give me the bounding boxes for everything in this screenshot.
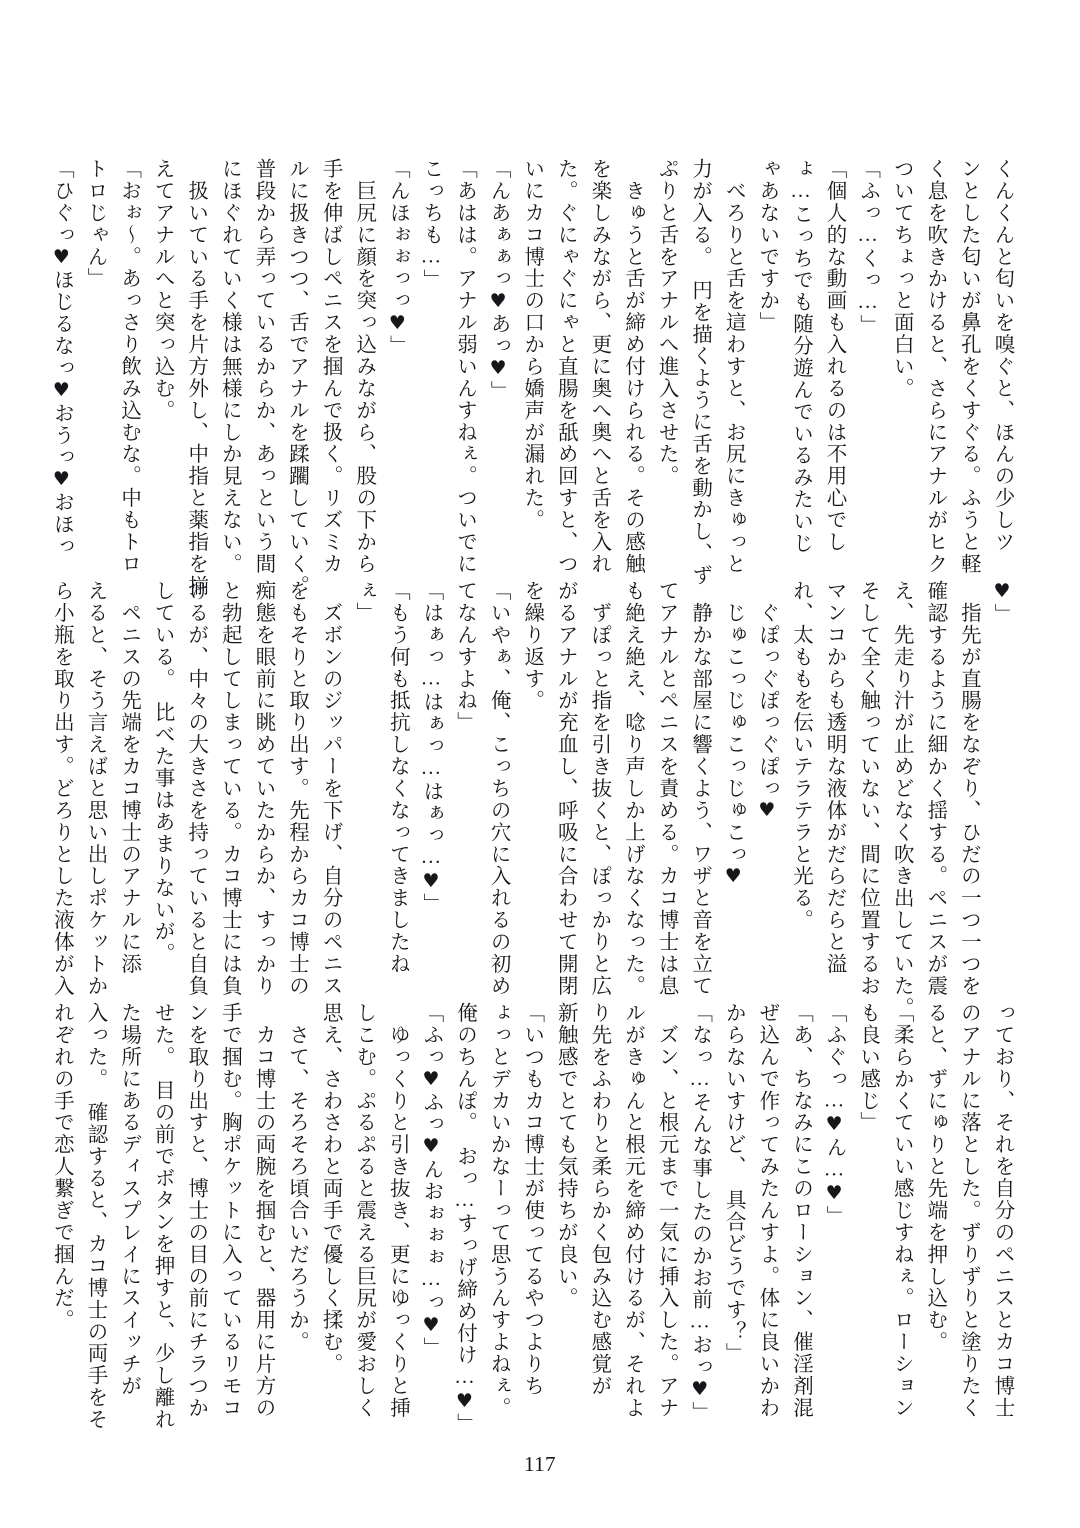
text-column: を楽しみながら、更に奥へ奥へと舌を入れ: [587, 158, 610, 575]
text-column: ょっとデカいかなーって思うんすよねぇ。: [487, 1002, 510, 1419]
text-column: をもそりと取り出す。先程からカコ博士の: [285, 580, 308, 997]
heart-glyph: ♥: [487, 289, 510, 314]
text-column: ルがきゅんと根元を締め付けるが、それよ: [621, 1002, 644, 1419]
text-column: にほぐれていく様は無様にしか見えない。: [218, 158, 241, 575]
text-column: ら小瓶を取り出す。どろりとした液体が入: [50, 580, 73, 997]
heart-glyph: ♥: [991, 580, 1013, 604]
text-block-2: [38, 580, 1013, 1019]
text-column: も良い感じ」: [856, 1002, 879, 1134]
text-column: 指先が直腸をなぞり、ひだの一つ一つを: [957, 580, 980, 997]
text-column: ぜ込んで作ってみたんすよ。体に良いかわ: [755, 1002, 778, 1419]
heart-glyph: ♥: [823, 1182, 846, 1206]
text-column: 「おぉ～。あっさり飲み込むな。中もトロ: [117, 158, 140, 575]
text-column: た。ぐにゃぐにゃと直腸を舐め回すと、つ: [554, 158, 577, 575]
heart-glyph: ♥: [453, 1389, 476, 1414]
text-column: からないすけど、 具合どうです？」: [722, 1002, 745, 1365]
heart-glyph: ♥: [823, 1113, 846, 1137]
text-column: 「んあぁぁっ♥あっ♥」: [487, 158, 510, 403]
text-column: 俺のちんぽ。 おっ…すっげ締め付け…♥」: [453, 1002, 476, 1435]
text-column: っており、それを自分のペニスとカコ博士: [991, 1002, 1013, 1419]
text-column: く息を吹きかけると、さらにアナルがヒク: [923, 158, 946, 575]
text-column: ょ…こっちでも随分遊んでいるみたいじ: [789, 158, 812, 555]
heart-glyph: ♥: [419, 1067, 442, 1092]
heart-glyph: ♥: [419, 1135, 442, 1159]
text-column: ると、ずにゅりと先端を押し込む。: [923, 1002, 946, 1353]
text-column: じゅこっじゅこっじゅこっ♥: [722, 580, 745, 889]
text-column: ルに扱きつつ、舌でアナルを蹂躙していく。: [285, 158, 308, 597]
text-column: さて、そろそろ頃合いだろうか。: [285, 1002, 308, 1353]
text-column: 「なっ…そんな事したのかお前…おっ♥」: [688, 1002, 711, 1424]
text-column: こっちも…」: [419, 158, 442, 292]
text-column: 「はぁっ…はぁっ…はぁっ…♥」: [419, 580, 442, 916]
text-column: ズン、と根元まで一気に挿入した。アナ: [655, 1002, 678, 1419]
text-column: 巨尻に顔を突っ込みながら、股の下から: [352, 158, 375, 575]
text-column: 普段から弄っているからか、あっという間: [251, 158, 274, 575]
text-column: マンコからも透明な液体がだらだらと溢: [823, 580, 846, 975]
text-column: てアナルとペニスを責める。カコ博士は息: [655, 580, 678, 997]
text-column: ゆっくりと引き抜き、更にゆっくりと挿: [386, 1002, 409, 1419]
heart-glyph: ♥: [419, 869, 442, 894]
heart-glyph: ♥: [386, 311, 409, 335]
text-column: している。 比べた事はあまりないが。: [151, 580, 174, 965]
text-column: え、先走り汁が止めどなく吹き出していた。: [890, 580, 913, 1019]
heart-glyph: ♥: [50, 468, 73, 492]
heart-glyph: ♥: [688, 1377, 711, 1402]
text-column: 新触感でとても気持ちが良い。: [554, 1002, 577, 1310]
text-column: た場所にあるディスプレイにスイッチが: [117, 1002, 140, 1397]
text-column: 「いやぁ、俺、こっちの穴に入れるの初め: [487, 580, 510, 997]
text-block-3: [38, 1002, 1013, 1435]
text-column: 痴態を眼前に眺めていたからか、すっかり: [251, 580, 274, 997]
text-column: せた。 目の前でボタンを押すと、少し離れ: [151, 1002, 174, 1431]
text-column: ペニスの先端をカコ博士のアナルに添: [117, 580, 140, 975]
text-column: がるアナルが充血し、呼吸に合わせて開閉: [554, 580, 577, 997]
text-column: しこむ。ぷるぷると震える巨尻が愛おしく: [352, 1002, 375, 1419]
text-column: てなんすよね」: [453, 580, 476, 734]
text-column: 「ひぐっ♥ほじるなっ♥おうっ♥おほっ: [50, 158, 73, 558]
text-column: れ、太ももを伝いテラテラと光る。: [789, 580, 812, 931]
text-column: べろりと舌を這わすと、お尻にきゅっと: [722, 158, 745, 575]
text-column: 「個人的な動画も入れるのは不用心でし: [823, 158, 846, 553]
text-column: 「いつもカコ博士が使ってるやつよりち: [520, 1002, 543, 1397]
text-column: ずぽっと指を引き抜くと、ぽっかりと広: [587, 580, 610, 997]
text-column: を繰り返す。: [520, 580, 543, 712]
heart-glyph: ♥: [755, 799, 778, 823]
text-column: えてアナルへと突っ込む。: [151, 158, 174, 422]
text-column: ぷりと舌をアナルへ進入させた。: [655, 158, 678, 488]
text-column: 手を伸ばしペニスを掴んで扱く。リズミカ: [319, 158, 342, 575]
text-column: トロじゃん」: [83, 158, 106, 290]
text-column: 手で掴む。胸ポケットに入っているリモコ: [218, 1002, 241, 1419]
text-column: そして全く触っていない、間に位置するお: [856, 580, 879, 997]
text-column: けるが、中々の大きさを持っていると自負: [184, 580, 207, 997]
heart-glyph: ♥: [50, 378, 73, 403]
text-column: 「柔らかくていい感じすねぇ。ローション: [890, 1002, 913, 1419]
text-column: 扱いている手を片方外し、中指と薬指を揃: [184, 158, 207, 597]
text-column: 「ふっ♥ふっ♥んおぉぉぉ…っ♥」: [419, 1002, 442, 1359]
text-column: ぇ」: [352, 580, 375, 624]
text-column: ♥」: [991, 580, 1013, 626]
text-column: も絶え絶え、唸り声しか上げなくなった。: [621, 580, 644, 997]
text-column: 「もう何も抵抗しなくなってきましたね: [386, 580, 409, 975]
text-column: ズボンのジッパーを下げ、自分のペニス: [319, 580, 342, 997]
text-block-1: [38, 158, 1013, 597]
heart-glyph: ♥: [487, 356, 510, 381]
text-column: 「あはは。アナル弱いんすねぇ。ついでに: [453, 158, 476, 575]
text-column: いにカコ博士の口から嬌声が漏れた。: [520, 158, 543, 531]
text-column: カコ博士の両腕を掴むと、器用に片方の: [251, 1002, 274, 1419]
heart-glyph: ♥: [419, 1313, 442, 1338]
text-column: 入った。 確認すると、カコ博士の両手をそ: [83, 1002, 106, 1431]
text-column: 確認するように細かく揺する。ペニスが震: [923, 580, 946, 997]
text-column: 「んほぉぉっっ♥」: [386, 158, 409, 357]
text-column: えると、そう言えばと思い出しポケットか: [83, 580, 106, 997]
heart-glyph: ♥: [722, 865, 745, 889]
text-column: 「あ、ちなみにこのローション、催淫剤混: [789, 1002, 812, 1419]
text-column: のアナルに落とした。ずりずりと塗りたく: [957, 1002, 980, 1419]
text-column: ゃあないですか」: [755, 158, 778, 334]
text-column: り先をふわりと柔らかく包み込む感覚が: [587, 1002, 610, 1397]
text-column: ついてちょっと面白い。: [890, 158, 913, 400]
text-column: くんくんと匂いを嗅ぐと、ほんの少しツ: [991, 158, 1013, 553]
text-column: 思え、さわさわと両手で優しく揉む。: [319, 1002, 342, 1375]
text-column: ンを取り出すと、博士の目の前にチラつか: [184, 1002, 207, 1419]
text-column: 「ふぐっ…♥ん…♥」: [823, 1002, 846, 1228]
text-column: ぐぽっぐぽっぐぽっ♥: [755, 580, 778, 823]
page-number: 117: [524, 1452, 556, 1476]
text-column: れぞれの手で恋人繋ぎで掴んだ。: [50, 1002, 73, 1332]
text-column: 力が入る。 円を描くように舌を動かし、ず: [688, 158, 711, 587]
text-column: 「ふっ…くっ…」: [856, 158, 879, 337]
text-column: と勃起してしまっている。カコ博士には負: [218, 580, 241, 997]
text-column: ンとした匂いが鼻孔をくすぐる。ふうと軽: [957, 158, 980, 575]
heart-glyph: ♥: [50, 245, 73, 270]
text-column: 静かな部屋に響くよう、ワザと音を立て: [688, 580, 711, 997]
text-column: きゅうと舌が締め付けられる。その感触: [621, 158, 644, 575]
